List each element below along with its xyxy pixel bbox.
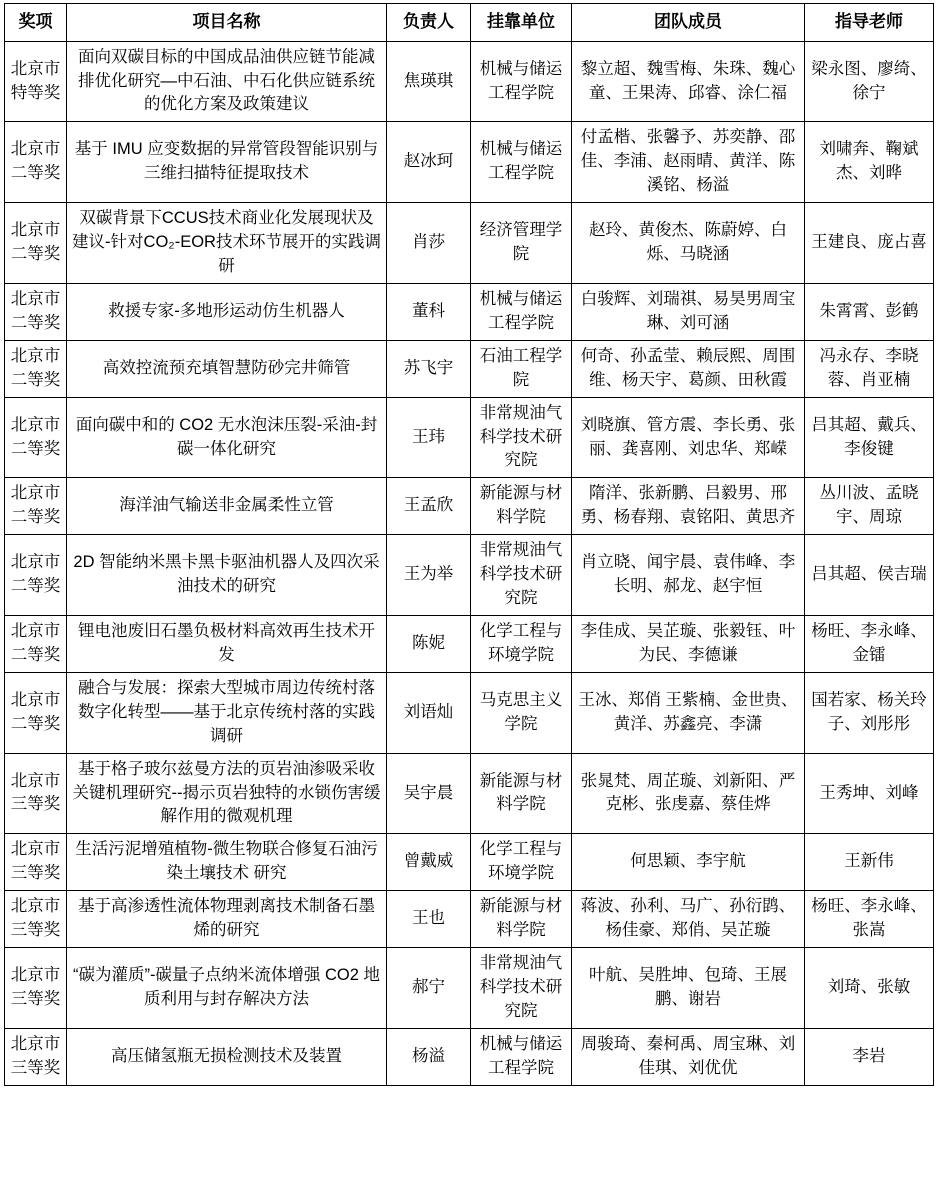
cell-project: 锂电池废旧石墨负极材料高效再生技术开发: [67, 616, 387, 673]
cell-members: 李佳成、吴芷璇、张毅钰、叶为民、李德谦: [572, 616, 805, 673]
cell-members: 白骏辉、刘瑞祺、易昊男周宝琳、刘可涵: [572, 283, 805, 340]
table-row: [5, 122, 934, 203]
cell-unit: 化学工程与环境学院: [471, 616, 572, 673]
cell-unit: 化学工程与环境学院: [471, 834, 572, 891]
cell-teacher: 吕其超、戴兵、李俊键: [805, 397, 934, 478]
table-row: [5, 397, 934, 478]
cell-award: 北京市 三等奖: [5, 891, 67, 948]
cell-unit: 机械与储运工程学院: [471, 122, 572, 203]
table-body: [5, 41, 934, 1085]
cell-leader: 焦瑛琪: [387, 41, 471, 122]
cell-unit: 机械与储运工程学院: [471, 41, 572, 122]
cell-project: 面向双碳目标的中国成品油供应链节能减排优化研究—中石油、中石化供应链系统的优化方案及政策建议: [67, 41, 387, 122]
cell-leader: 曾戴威: [387, 834, 471, 891]
cell-project: 海洋油气输送非金属柔性立管: [67, 478, 387, 535]
cell-teacher: 刘琦、张敏: [805, 948, 934, 1029]
cell-teacher: 刘啸奔、鞠斌杰、刘晔: [805, 122, 934, 203]
column-header-teacher: 指导老师: [805, 4, 934, 42]
column-header-leader: 负责人: [387, 4, 471, 42]
cell-teacher: 李岩: [805, 1028, 934, 1085]
cell-project: 基于高渗透性流体物理剥离技术制备石墨烯的研究: [67, 891, 387, 948]
table-header-row: [5, 4, 934, 42]
column-header-award: 奖项: [5, 4, 67, 42]
cell-award: 北京市 二等奖: [5, 672, 67, 753]
cell-award: 北京市 三等奖: [5, 948, 67, 1029]
cell-members: 王冰、郑俏 王紫楠、金世贵、黄洋、苏鑫亮、李潇: [572, 672, 805, 753]
cell-project: 基于 IMU 应变数据的异常管段智能识别与三维扫描特征提取技术: [67, 122, 387, 203]
cell-project: 基于格子玻尔兹曼方法的页岩油渗吸采收关键机理研究--揭示页岩独特的水锁伤害缓解作用的微观机理: [67, 753, 387, 834]
table-row: [5, 340, 934, 397]
cell-members: 周骏琦、秦柯禹、周宝琳、刘佳琪、刘优优: [572, 1028, 805, 1085]
cell-members: 何奇、孙孟莹、赖辰熙、周围维、杨天宇、葛颜、田秋霞: [572, 340, 805, 397]
cell-award: 北京市 二等奖: [5, 397, 67, 478]
cell-members: 付孟楷、张馨予、苏奕静、邵佳、李浦、赵雨晴、黄洋、陈溪铭、杨溢: [572, 122, 805, 203]
table-row: [5, 948, 934, 1029]
cell-leader: 董科: [387, 283, 471, 340]
cell-teacher: 丛川波、孟晓宇、周琼: [805, 478, 934, 535]
cell-award: 北京市 三等奖: [5, 753, 67, 834]
cell-leader: 赵冰珂: [387, 122, 471, 203]
table-row: [5, 41, 934, 122]
cell-teacher: 王新伟: [805, 834, 934, 891]
column-header-members: 团队成员: [572, 4, 805, 42]
table-row: [5, 834, 934, 891]
cell-award: 北京市 二等奖: [5, 283, 67, 340]
table-row: [5, 478, 934, 535]
column-header-unit: 挂靠单位: [471, 4, 572, 42]
cell-project: 救援专家-多地形运动仿生机器人: [67, 283, 387, 340]
cell-members: 叶航、吴胜坤、包琦、王展鹏、谢岩: [572, 948, 805, 1029]
cell-teacher: 杨旺、李永峰、张嵩: [805, 891, 934, 948]
cell-award: 北京市 二等奖: [5, 340, 67, 397]
cell-leader: 刘语灿: [387, 672, 471, 753]
cell-award: 北京市 特等奖: [5, 41, 67, 122]
table-header: [5, 4, 934, 42]
cell-leader: 王玮: [387, 397, 471, 478]
cell-members: 赵玲、黄俊杰、陈蔚婷、白烁、马晓涵: [572, 203, 805, 284]
cell-project: 面向碳中和的 CO2 无水泡沫压裂-采油-封碳一体化研究: [67, 397, 387, 478]
cell-project: 生活污泥增殖植物-微生物联合修复石油污染土壤技术 研究: [67, 834, 387, 891]
cell-teacher: 梁永图、廖绮、徐宁: [805, 41, 934, 122]
cell-project: 高效控流预充填智慧防砂完井筛管: [67, 340, 387, 397]
cell-unit: 新能源与材料学院: [471, 891, 572, 948]
cell-project: 2D 智能纳米黑卡黑卡驱油机器人及四次采油技术的研究: [67, 535, 387, 616]
cell-members: 蒋波、孙利、马广、孙衍鹍、杨佳豪、郑俏、吴芷璇: [572, 891, 805, 948]
cell-members: 何思颖、李宇航: [572, 834, 805, 891]
cell-unit: 新能源与材料学院: [471, 478, 572, 535]
table-row: [5, 753, 934, 834]
cell-members: 隋洋、张新鹏、吕毅男、邢勇、杨春翔、袁铭阳、黄思齐: [572, 478, 805, 535]
cell-project: 融合与发展：探索大型城市周边传统村落数字化转型——基于北京传统村落的实践调研: [67, 672, 387, 753]
cell-unit: 机械与储运工程学院: [471, 283, 572, 340]
table-row: [5, 1028, 934, 1085]
cell-award: 北京市 二等奖: [5, 203, 67, 284]
cell-leader: 肖莎: [387, 203, 471, 284]
table-row: [5, 672, 934, 753]
cell-leader: 陈妮: [387, 616, 471, 673]
cell-leader: 王孟欣: [387, 478, 471, 535]
cell-unit: 非常规油气科学技术研究院: [471, 397, 572, 478]
cell-teacher: 冯永存、李晓蓉、肖亚楠: [805, 340, 934, 397]
cell-project: “碳为灌质”-碳量子点纳米流体增强 CO2 地质利用与封存解决方法: [67, 948, 387, 1029]
cell-teacher: 王建良、庞占喜: [805, 203, 934, 284]
cell-unit: 非常规油气科学技术研究院: [471, 948, 572, 1029]
cell-leader: 苏飞宇: [387, 340, 471, 397]
awards-table: [4, 3, 934, 1086]
cell-award: 北京市 二等奖: [5, 535, 67, 616]
cell-unit: 新能源与材料学院: [471, 753, 572, 834]
cell-award: 北京市 三等奖: [5, 1028, 67, 1085]
column-header-project: 项目名称: [67, 4, 387, 42]
cell-unit: 石油工程学院: [471, 340, 572, 397]
cell-award: 北京市 二等奖: [5, 478, 67, 535]
cell-members: 张晁梵、周芷璇、刘新阳、严克彬、张虔嘉、蔡佳烨: [572, 753, 805, 834]
cell-leader: 王为举: [387, 535, 471, 616]
cell-members: 黎立超、魏雪梅、朱珠、魏心童、王果涛、邱睿、涂仁福: [572, 41, 805, 122]
table-row: [5, 535, 934, 616]
cell-unit: 马克思主义学院: [471, 672, 572, 753]
cell-teacher: 国若家、杨关玲子、刘彤彤: [805, 672, 934, 753]
cell-teacher: 杨旺、李永峰、金镭: [805, 616, 934, 673]
cell-leader: 王也: [387, 891, 471, 948]
table-row: [5, 203, 934, 284]
table-row: [5, 891, 934, 948]
cell-leader: 郝宁: [387, 948, 471, 1029]
cell-members: 刘晓旗、管方震、李长勇、张丽、龚喜刚、刘忠华、郑嵘: [572, 397, 805, 478]
cell-leader: 杨溢: [387, 1028, 471, 1085]
table-row: [5, 616, 934, 673]
cell-leader: 吴宇晨: [387, 753, 471, 834]
cell-award: 北京市 二等奖: [5, 122, 67, 203]
cell-award: 北京市 二等奖: [5, 616, 67, 673]
cell-award: 北京市 三等奖: [5, 834, 67, 891]
cell-project: 双碳背景下CCUS技术商业化发展现状及建议-针对CO₂-EOR技术环节展开的实践调研: [67, 203, 387, 284]
cell-unit: 非常规油气科学技术研究院: [471, 535, 572, 616]
cell-teacher: 王秀坤、刘峰: [805, 753, 934, 834]
cell-unit: 机械与储运工程学院: [471, 1028, 572, 1085]
table-row: [5, 283, 934, 340]
cell-unit: 经济管理学院: [471, 203, 572, 284]
cell-teacher: 朱霄霄、彭鹤: [805, 283, 934, 340]
cell-project: 高压储氢瓶无损检测技术及装置: [67, 1028, 387, 1085]
cell-teacher: 吕其超、侯吉瑞: [805, 535, 934, 616]
cell-members: 肖立晓、闻宇晨、袁伟峰、李长明、郝龙、赵宇恒: [572, 535, 805, 616]
